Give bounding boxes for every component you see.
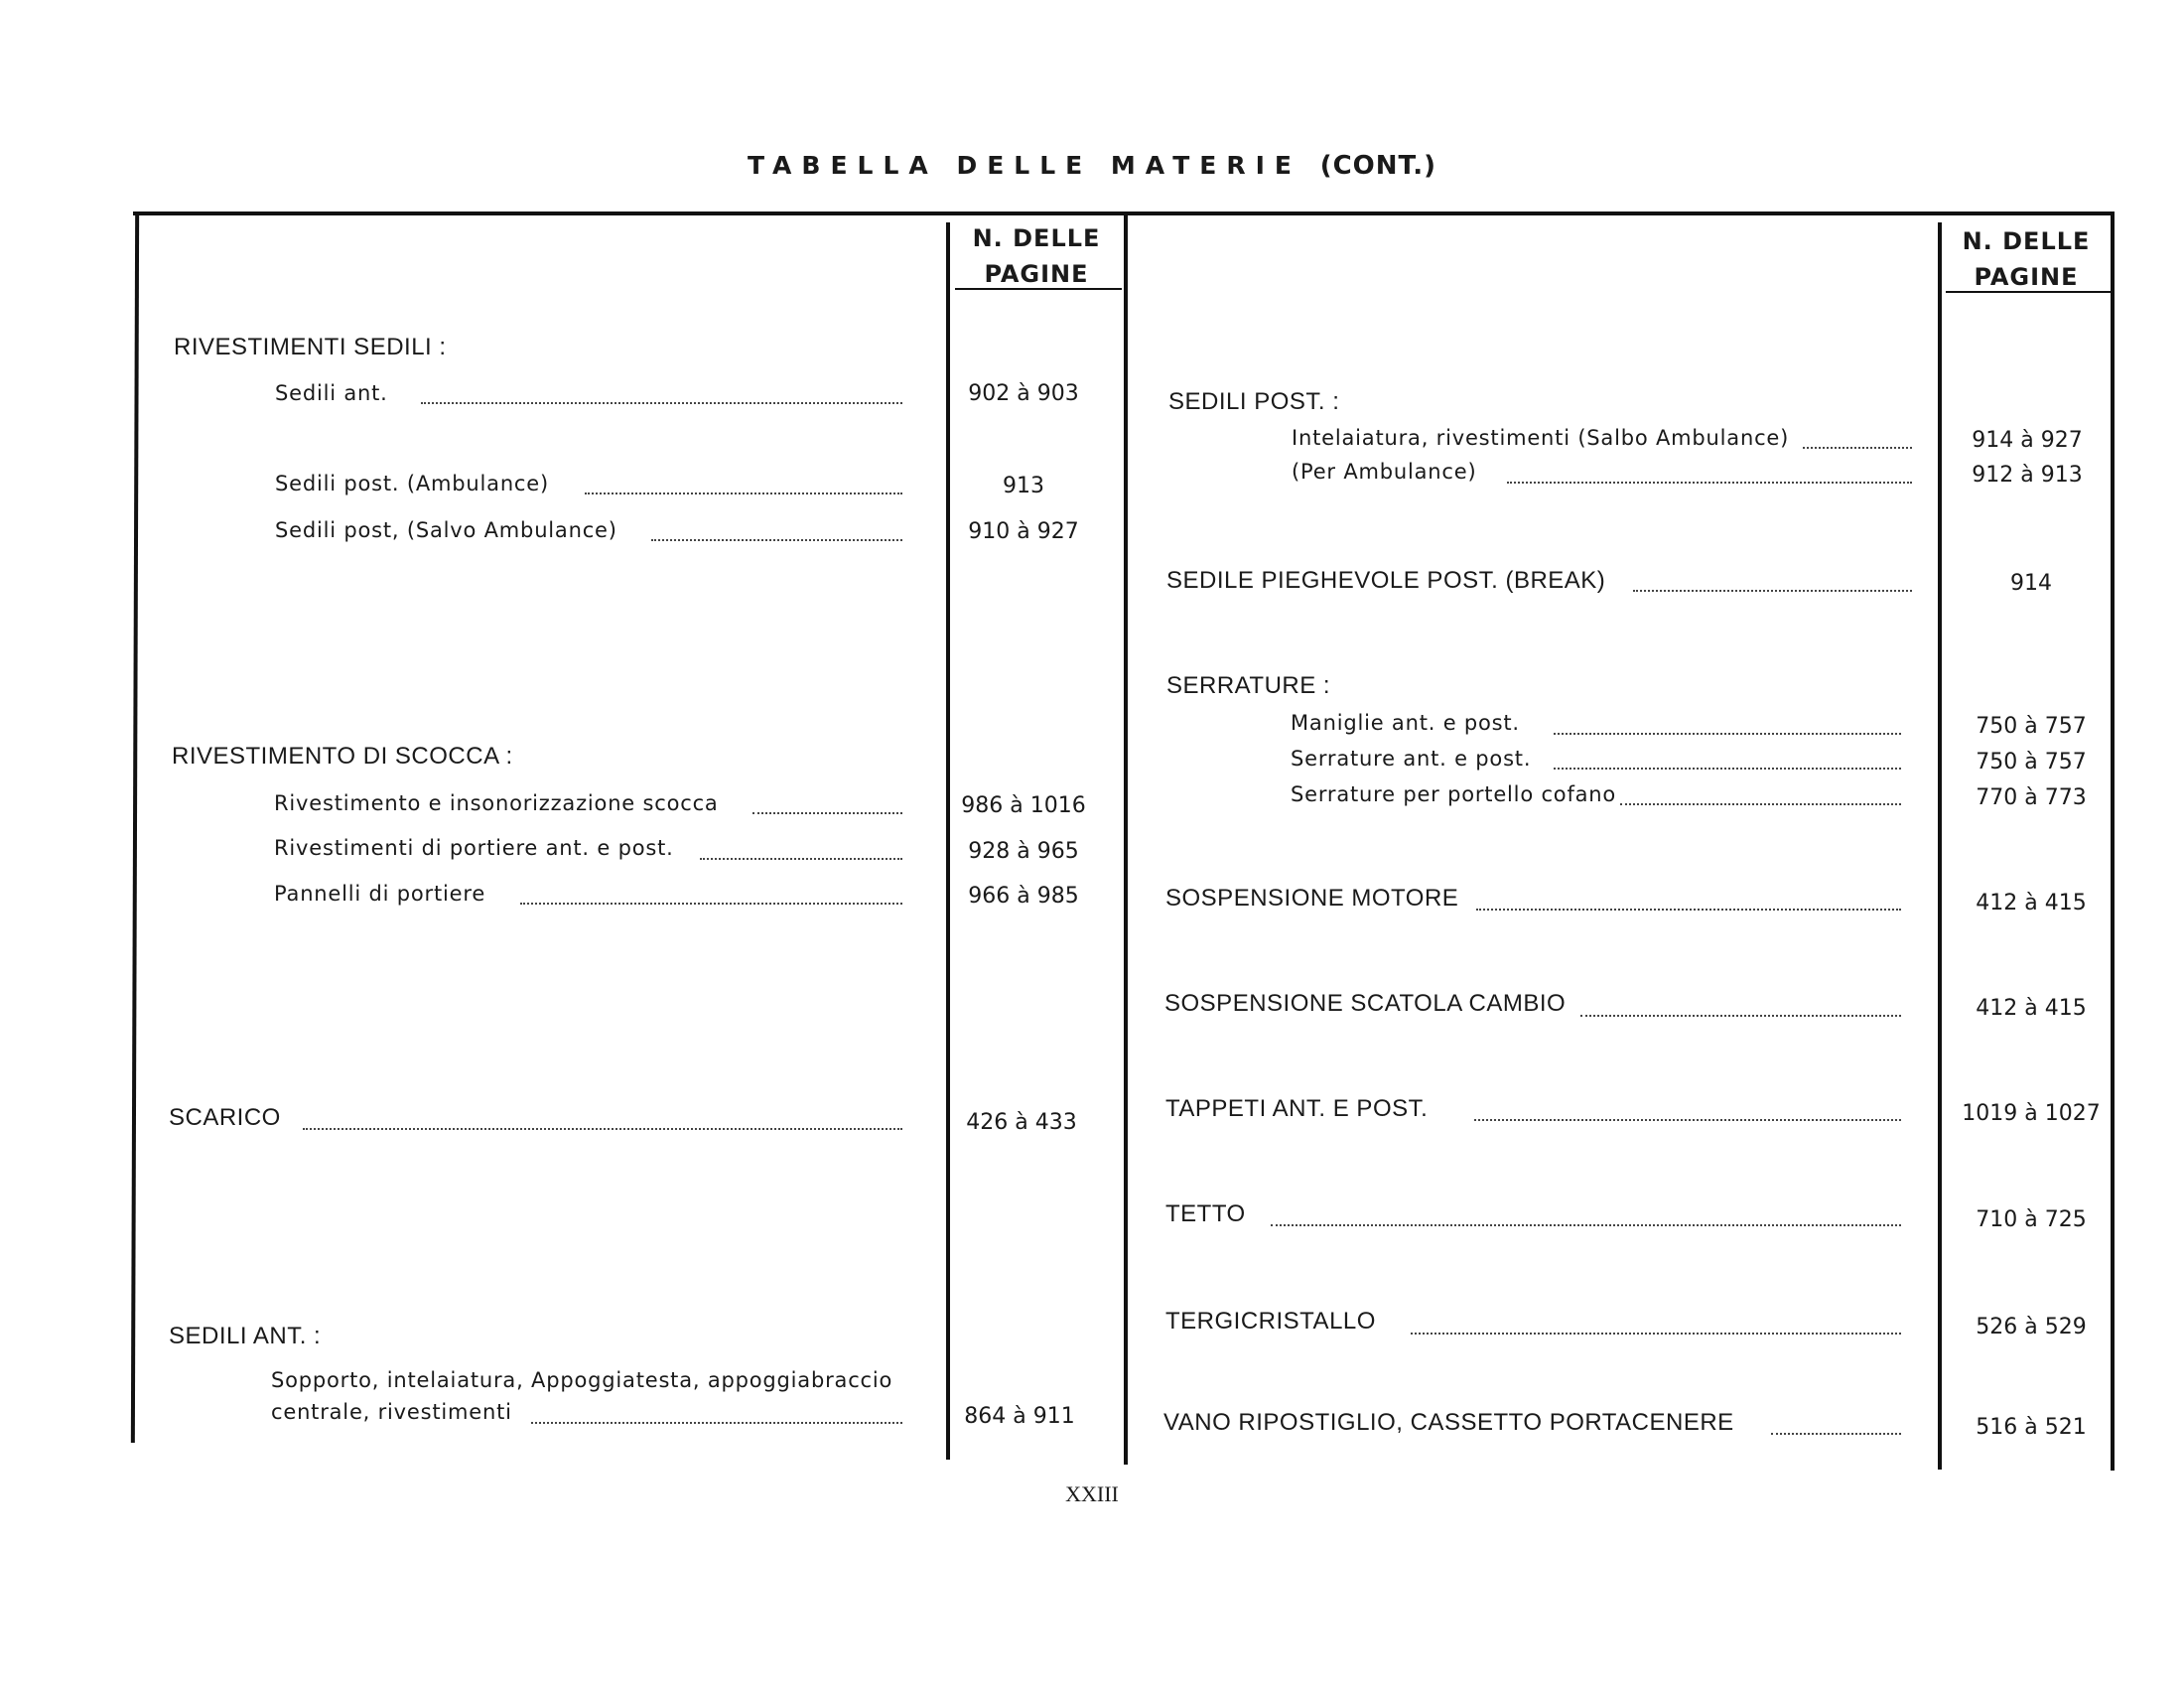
entry-label: Serrature per portello cofano [1291,782,1617,806]
page-reference: 966 à 985 [968,884,1079,909]
page-reference: 412 à 415 [1976,891,2087,915]
page-reference: 526 à 529 [1976,1315,2087,1339]
section-heading: SEDILI ANT. : [169,1323,322,1349]
entry-heading-scarico: SCARICO [169,1104,281,1131]
entry-heading-tappeti: TAPPETI ANT. E POST. [1165,1095,1429,1122]
page-reference: 710 à 725 [1976,1207,2087,1232]
right-pages-column-header: N. DELLE PAGINE [1962,227,2091,291]
page-reference: 412 à 415 [1976,996,2087,1021]
page-reference: 750 à 757 [1976,714,2087,739]
entry-label: centrale, rivestimenti [271,1400,512,1424]
leader-dots [585,492,902,494]
leader-dots [700,858,902,860]
center-divider-rule [1124,211,1128,1465]
page-reference: 986 à 1016 [961,793,1086,818]
leader-dots [520,903,902,905]
page-reference: 864 à 911 [964,1404,1075,1429]
entry-label: Maniglie ant. e post. [1291,711,1520,735]
section-heading: RIVESTIMENTI SEDILI : [174,334,447,360]
entry-label: Rivestimento e insonorizzazione scocca [274,791,719,815]
leader-dots [1271,1224,1901,1226]
entry-label: Rivestimenti di portiere ant. e post. [274,836,674,860]
entry-label: Sopporto, intelaiatura, Appoggiatesta, appoggiabraccio [271,1368,893,1392]
page-reference: 913 [1003,474,1044,498]
section-heading: SEDILI POST. : [1168,388,1340,415]
right-pages-column-rule [1938,222,1942,1470]
page-title: TABELLA DELLE MATERIE (CONT.) [747,151,1437,181]
table-right-rule [2111,211,2115,1471]
leader-dots [1771,1433,1901,1435]
page-reference: 426 à 433 [966,1110,1077,1135]
page-reference: 750 à 757 [1976,750,2087,774]
page-reference: 910 à 927 [968,519,1079,544]
leader-dots [1620,803,1901,805]
leader-dots [1554,733,1901,735]
entry-heading-sospensione-cambio: SOSPENSIONE SCATOLA CAMBIO [1164,990,1567,1017]
left-header-underline [955,288,1122,290]
page-reference: 770 à 773 [1976,785,2087,810]
entry-label: Sedili post. (Ambulance) [275,472,549,495]
leader-dots [1633,590,1912,592]
page-reference: 914 à 927 [1972,428,2083,453]
entry-label: Serrature ant. e post. [1291,747,1532,771]
leader-dots [531,1422,902,1424]
entry-label: Pannelli di portiere [274,882,486,906]
section-heading: RIVESTIMENTO DI SCOCCA : [172,743,513,770]
leader-dots [752,812,902,814]
page-reference: 516 à 521 [1976,1415,2087,1440]
left-pages-column-header: N. DELLE PAGINE [972,224,1101,288]
entry-label: Intelaiatura, rivestimenti (Salbo Ambulance) [1292,426,1790,450]
entry-heading-tergicristallo: TERGICRISTALLO [1165,1308,1376,1335]
page-number: XXIII [1065,1481,1119,1506]
section-heading: SERRATURE : [1166,672,1331,699]
page-reference: 928 à 965 [968,839,1079,864]
leader-dots [1580,1015,1901,1017]
entry-label: Sedili post, (Salvo Ambulance) [275,518,617,542]
entry-heading-sospensione-motore: SOSPENSIONE MOTORE [1165,885,1459,912]
leader-dots [1554,768,1901,770]
page-reference: 914 [2010,571,2052,596]
table-left-rule [131,211,139,1443]
right-header-underline [1946,291,2111,293]
leader-dots [651,539,902,541]
leader-dots [1411,1333,1901,1335]
entry-heading-tetto: TETTO [1165,1200,1246,1227]
entry-heading-vano: VANO RIPOSTIGLIO, CASSETTO PORTACENERE [1163,1409,1734,1436]
leader-dots [1474,1119,1901,1121]
leader-dots [1476,909,1901,911]
page-reference: 1019 à 1027 [1962,1101,2101,1126]
page-reference: 912 à 913 [1972,463,2083,488]
leader-dots [1507,482,1912,484]
entry-label: Sedili ant. [275,381,388,405]
leader-dots [421,402,902,404]
leader-dots [303,1128,902,1130]
page-reference: 902 à 903 [968,381,1079,406]
entry-heading-sedile-pieghevole: SEDILE PIEGHEVOLE POST. (BREAK) [1166,567,1606,594]
leader-dots [1803,447,1912,449]
entry-label: (Per Ambulance) [1292,460,1477,484]
